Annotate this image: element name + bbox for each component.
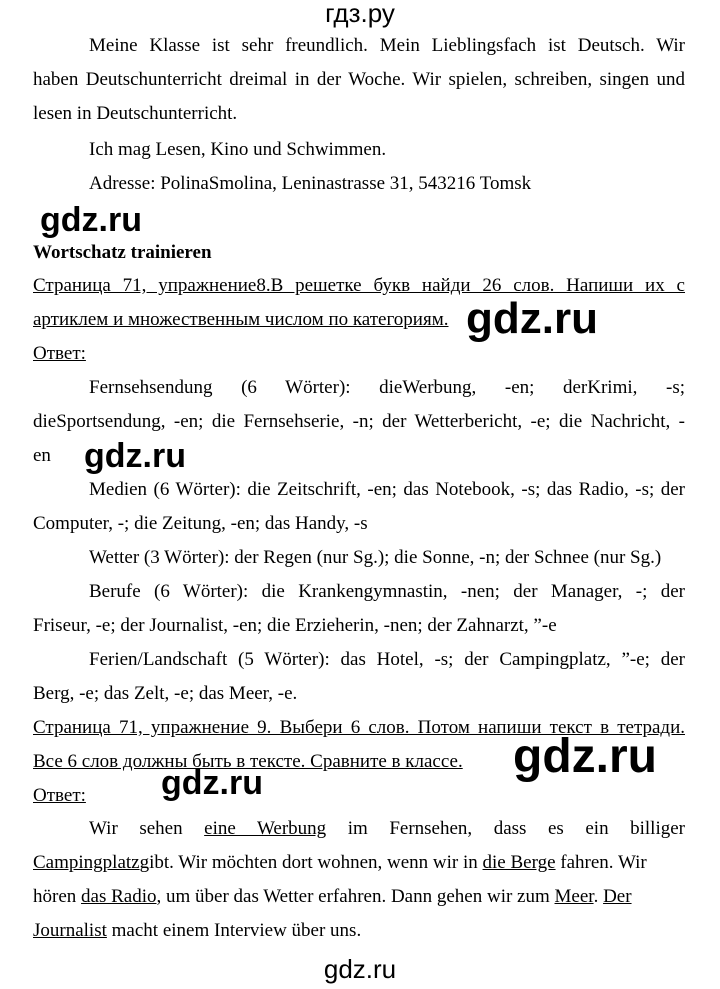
underlined-word: das Radio [81, 886, 157, 907]
text-segment: hören [33, 886, 82, 907]
task8-heading-line-1: Страница 71, упражнение8.В решетке букв найди 26 слов. Напиши их с [33, 275, 685, 296]
text-segment: fahren. Wir [555, 852, 647, 873]
underlined-word: eine Werbung [204, 818, 327, 839]
task9-answer-label: Ответ: [33, 785, 86, 806]
task8-answer-line-4: Medien (6 Wörter): die Zeitschrift, -en; das Notebook, -s; das Radio, -s; der [89, 479, 685, 500]
task9-heading-line-2: Все 6 слов должны быть в тексте. Сравните в классе. [33, 751, 463, 772]
text-segment: . [593, 886, 604, 907]
text-segment: Wir sehen [89, 818, 205, 839]
task8-answer-line-3: en [33, 445, 51, 466]
watermark-3: gdz.ru [84, 437, 186, 475]
task8-answer-line-6: Wetter (3 Wörter): der Regen (nur Sg.); die Sonne, -n; der Schnee (nur Sg.) [89, 547, 662, 568]
task8-heading-line-2: артиклем и множественным числом по категориям. [33, 309, 449, 330]
task8-answer-line-9: Ferien/Landschaft (5 Wörter): das Hotel, -s; der Campingplatz, ”-e; der [89, 649, 685, 670]
intro-line-2: haben Deutschunterricht dreimal in der Woche. Wir spielen, schreiben, singen und [33, 69, 685, 90]
text-segment: macht einem Interview über uns. [106, 920, 362, 941]
task8-answer-line-8: Friseur, -e; der Journalist, -en; die Erzieherin, -nen; der Zahnarzt, ”-e [33, 615, 557, 636]
watermark-2: gdz.ru [466, 294, 598, 343]
text-segment: gibt. Wir möchten dort wohnen, wenn wir in [139, 852, 483, 873]
task9-answer-line-4 [33, 921, 685, 940]
watermark-footer: gdz.ru [323, 954, 397, 984]
underlined-word: Journalist [33, 920, 107, 941]
task9-heading-line-1: Страница 71, упражнение 9. Выбери 6 слов. Потом напиши текст в тетради. [33, 717, 685, 738]
task8-answer-line-1: Fernsehsendung (6 Wörter): dieWerbung, -en; derKrimi, -s; [89, 377, 685, 398]
task9-answer-line-3 [33, 887, 685, 906]
task8-answer-line-5: Computer, -; die Zeitung, -en; das Handy, -s [33, 513, 368, 534]
intro-address: Adresse: PolinaSmolina, Leninastrasse 31, 543216 Tomsk [89, 173, 532, 194]
watermark-header: гдз.ру [325, 0, 395, 28]
underlined-word: Meer [554, 886, 594, 907]
task8-answer-line-10: Berg, -e; das Zelt, -e; das Meer, -e. [33, 683, 298, 704]
intro-line-4: Ich mag Lesen, Kino und Schwimmen. [89, 139, 387, 160]
text-segment: , um über das Wetter erfahren. Dann gehen wir zum [156, 886, 555, 907]
watermark-1: gdz.ru [40, 201, 142, 239]
intro-line-3: lesen in Deutschunterricht. [33, 103, 238, 124]
underlined-word: Campingplatz [33, 852, 140, 873]
task8-answer-label: Ответ: [33, 343, 86, 364]
task8-answer-line-7: Berufe (6 Wörter): die Krankengymnastin, -nen; der Manager, -; der [89, 581, 685, 602]
task9-answer-line-2 [33, 853, 685, 872]
section-title: Wortschatz trainieren [33, 242, 212, 263]
text-segment: im Fernsehen, dass es ein billiger [326, 818, 685, 839]
underlined-word: Der [603, 886, 632, 907]
underlined-word: die Berge [482, 852, 556, 873]
task9-answer-line-1 [89, 819, 685, 838]
intro-line-1: Meine Klasse ist sehr freundlich. Mein Lieblingsfach ist Deutsch. Wir [89, 35, 685, 56]
watermark-4: gdz.ru [513, 730, 657, 783]
watermark-5: gdz.ru [161, 764, 263, 802]
task8-answer-line-2: dieSportsendung, -en; die Fernsehserie, -n; der Wetterbericht, -e; die Nachricht, - [33, 411, 685, 432]
